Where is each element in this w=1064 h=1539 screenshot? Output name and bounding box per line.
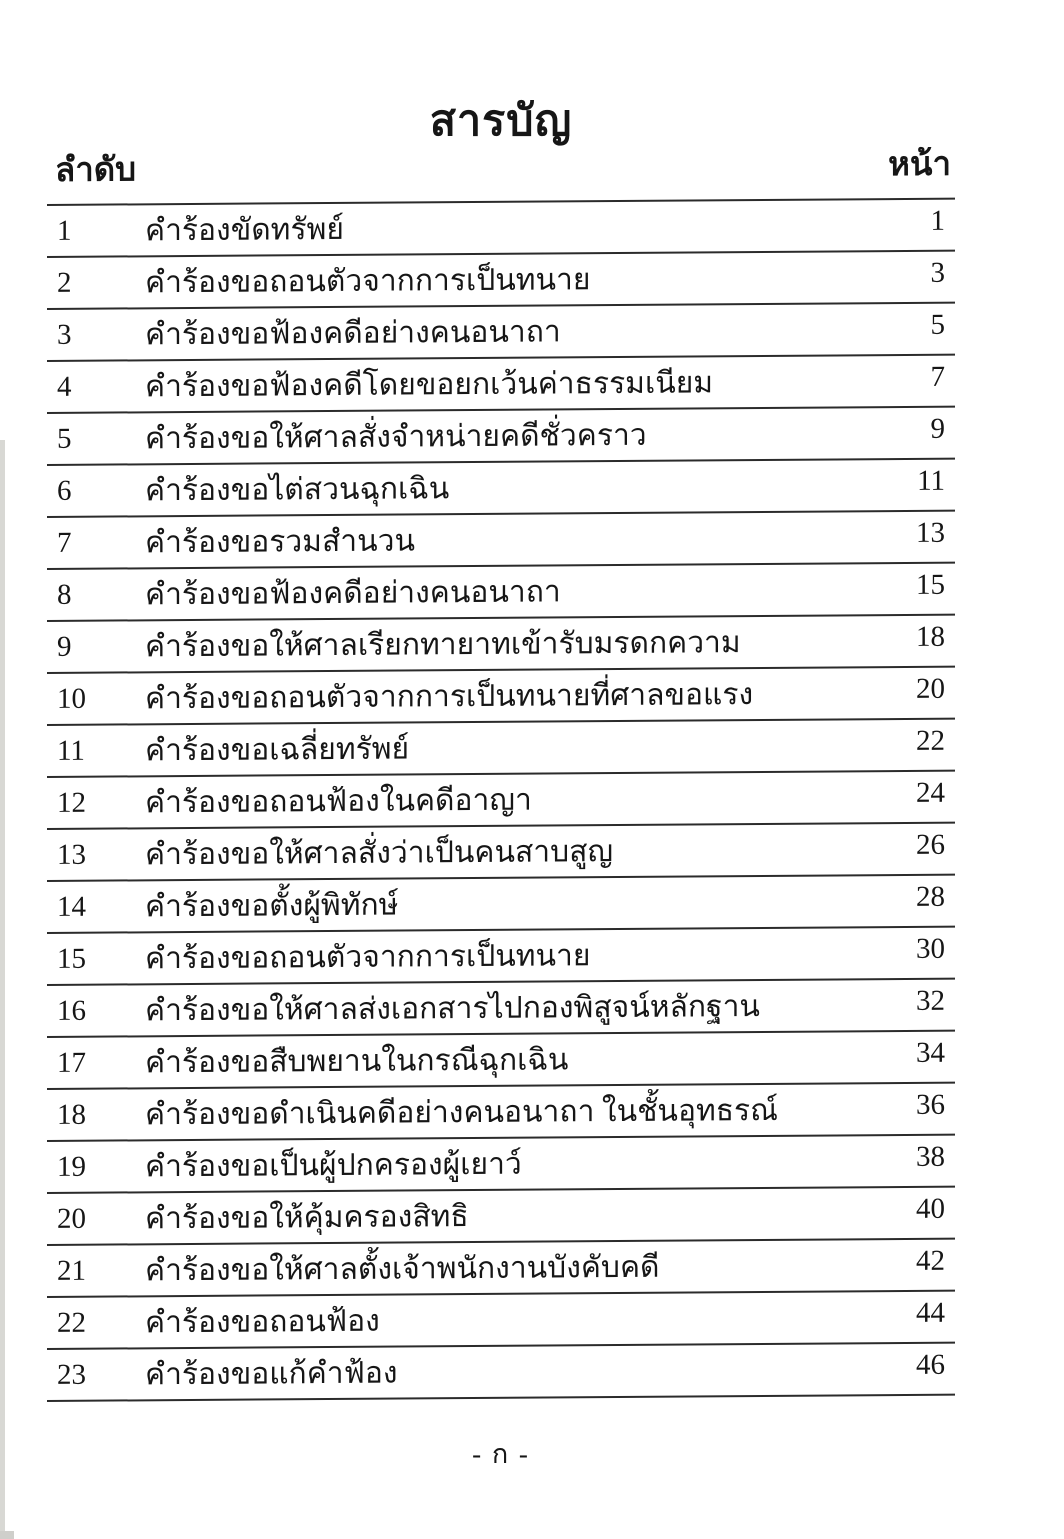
row-page-number: 36 xyxy=(916,1088,945,1121)
row-number: 22 xyxy=(57,1306,86,1339)
row-title: คำร้องขอถอนตัวจากการเป็นทนายที่ศาลขอแรง xyxy=(145,677,754,715)
row-number: 13 xyxy=(57,838,86,871)
table-row xyxy=(47,304,955,362)
row-title: คำร้องขอรวมสำนวน xyxy=(145,523,415,559)
row-title: คำร้องขอให้ศาลสั่งจำหน่ายคดีชั่วคราว xyxy=(145,418,647,455)
row-number: 19 xyxy=(57,1150,86,1183)
row-number: 1 xyxy=(57,214,72,247)
row-title: คำร้องขอไต่สวนฉุกเฉิน xyxy=(145,471,450,507)
row-page-number: 28 xyxy=(916,880,945,913)
page-title: สารบัญ xyxy=(429,98,573,145)
row-number: 21 xyxy=(57,1254,86,1287)
table-row xyxy=(47,668,955,726)
table-row xyxy=(47,980,955,1038)
row-page-number: 40 xyxy=(916,1192,945,1225)
table-row xyxy=(47,408,955,466)
row-page-number: 5 xyxy=(930,308,945,341)
row-title: คำร้องขอถอนฟ้อง xyxy=(145,1304,380,1339)
row-number: 6 xyxy=(57,474,72,507)
table-row xyxy=(47,356,955,414)
row-page-number: 3 xyxy=(930,256,945,289)
row-page-number: 15 xyxy=(916,568,945,601)
row-number: 3 xyxy=(57,318,72,351)
table-row xyxy=(47,1084,955,1142)
row-number: 10 xyxy=(57,682,86,715)
row-number: 15 xyxy=(57,942,86,975)
row-number: 16 xyxy=(57,994,86,1027)
row-number: 23 xyxy=(57,1358,86,1391)
row-page-number: 38 xyxy=(916,1140,945,1173)
row-page-number: 32 xyxy=(916,984,945,1017)
row-page-number: 11 xyxy=(917,464,945,497)
row-page-number: 22 xyxy=(916,724,945,757)
row-title: คำร้องขอให้ศาลส่งเอกสารไปกองพิสูจน์หลักฐาน xyxy=(145,989,760,1027)
row-page-number: 24 xyxy=(916,776,945,809)
table-row xyxy=(47,564,955,622)
row-title: คำร้องขอถอนตัวจากการเป็นทนาย xyxy=(145,262,591,299)
row-page-number: 1 xyxy=(930,204,945,237)
table-row xyxy=(47,928,955,986)
table-row xyxy=(47,824,955,882)
row-page-number: 42 xyxy=(916,1244,945,1277)
row-title: คำร้องขอให้คุ้มครองสิทธิ xyxy=(145,1199,469,1235)
row-title: คำร้องขัดทรัพย์ xyxy=(145,212,344,247)
row-page-number: 26 xyxy=(916,828,945,861)
row-title: คำร้องขอให้ศาลตั้งเจ้าพนักงานบังคับคดี xyxy=(145,1250,660,1287)
row-number: 8 xyxy=(57,578,72,611)
row-title: คำร้องขอฟ้องคดีอย่างคนอนาถา xyxy=(145,574,561,611)
row-number: 7 xyxy=(57,526,72,559)
row-number: 11 xyxy=(57,734,85,767)
row-page-number: 13 xyxy=(916,516,945,549)
row-page-number: 7 xyxy=(930,360,945,393)
table-row xyxy=(47,252,955,310)
row-number: 20 xyxy=(57,1202,86,1235)
table-header-row xyxy=(47,140,955,206)
row-title: คำร้องขอถอนฟ้องในคดีอาญา xyxy=(145,783,532,819)
row-title: คำร้องขอตั้งผู้พิทักษ์ xyxy=(145,888,399,923)
row-number: 14 xyxy=(57,890,86,923)
row-number: 18 xyxy=(57,1098,86,1131)
page-footer: - ก - xyxy=(472,1439,530,1469)
table-row xyxy=(47,720,955,778)
row-title: คำร้องขอฟ้องคดีอย่างคนอนาถา xyxy=(145,314,561,351)
row-title: คำร้องขอให้ศาลสั่งว่าเป็นคนสาบสูญ xyxy=(145,834,614,871)
scan-corner-artifact xyxy=(0,1531,14,1539)
row-number: 9 xyxy=(57,630,72,663)
table-row xyxy=(47,460,955,518)
row-title: คำร้องขอดำเนินคดีอย่างคนอนาถา ในชั้นอุทธรณ์ xyxy=(145,1093,778,1131)
row-number: 17 xyxy=(57,1046,86,1079)
column-header-page: หน้า xyxy=(888,146,951,184)
table-row xyxy=(47,772,955,830)
row-title: คำร้องขอเป็นผู้ปกครองผู้เยาว์ xyxy=(145,1147,522,1183)
table-row xyxy=(47,200,955,258)
row-title: คำร้องขอเฉลี่ยทรัพย์ xyxy=(145,731,410,767)
row-page-number: 30 xyxy=(916,932,945,965)
row-page-number: 9 xyxy=(930,412,945,445)
row-number: 2 xyxy=(57,266,72,299)
row-number: 5 xyxy=(57,422,72,455)
row-title: คำร้องขอสืบพยานในกรณีฉุกเฉิน xyxy=(145,1042,569,1079)
row-number: 4 xyxy=(57,370,72,403)
table-row xyxy=(47,876,955,934)
row-page-number: 44 xyxy=(916,1296,945,1329)
table-of-contents xyxy=(47,140,955,1402)
table-row xyxy=(47,1344,955,1402)
table-row xyxy=(47,1032,955,1090)
table-row xyxy=(47,1188,955,1246)
column-header-order: ลำดับ xyxy=(55,152,137,189)
scan-edge-artifact xyxy=(0,440,5,1539)
table-row xyxy=(47,1136,955,1194)
row-page-number: 18 xyxy=(916,620,945,653)
table-row xyxy=(47,1292,955,1350)
row-page-number: 20 xyxy=(916,672,945,705)
row-title: คำร้องขอแก้คำฟ้อง xyxy=(145,1356,398,1391)
row-page-number: 34 xyxy=(916,1036,945,1069)
toc-rows xyxy=(47,200,955,1402)
row-number: 12 xyxy=(57,786,86,819)
table-row xyxy=(47,616,955,674)
row-page-number: 46 xyxy=(916,1348,945,1381)
table-row xyxy=(47,512,955,570)
table-row xyxy=(47,1240,955,1298)
row-title: คำร้องขอถอนตัวจากการเป็นทนาย xyxy=(145,938,591,975)
row-title: คำร้องขอให้ศาลเรียกทายาทเข้ารับมรดกความ xyxy=(145,625,741,663)
row-title: คำร้องขอฟ้องคดีโดยขอยกเว้นค่าธรรมเนียม xyxy=(145,365,714,403)
